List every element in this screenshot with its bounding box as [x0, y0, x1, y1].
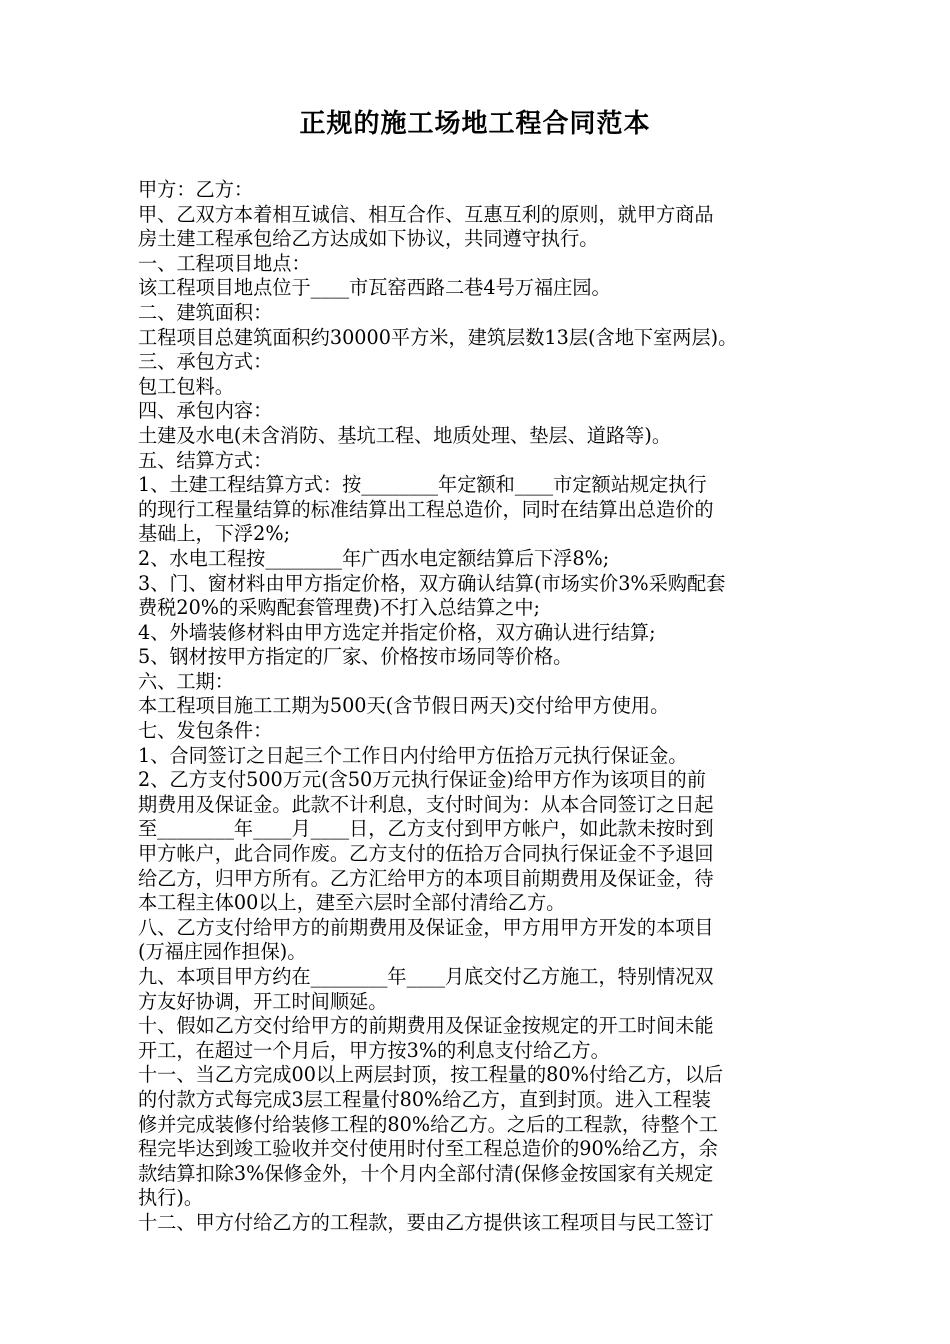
text-line: 5、钢材按甲方指定的厂家、价格按市场同等价格。 — [138, 645, 573, 669]
text-line: 基础上，下浮2%; — [138, 522, 291, 546]
text-line: 至________年____月____日，乙方支付到甲方帐户，如此款未按时到 — [138, 817, 714, 841]
text-line: 4、外墙装修材料由甲方选定并指定价格，双方确认进行结算; — [138, 620, 656, 644]
section-heading: 六、工期： — [138, 669, 234, 693]
section-heading: 七、发包条件： — [138, 719, 273, 743]
text-line: 3、门、窗材料由甲方指定价格，双方确认结算(市场实价3%采购配套 — [138, 571, 726, 595]
text-line: 款结算扣除3%保修金外，十个月内全部付清(保修金按国家有关规定 — [138, 1161, 714, 1185]
text-line: 的现行工程量结算的标准结算出工程总造价，同时在结算出总造价的 — [138, 497, 714, 521]
section-heading: 四、承包内容： — [138, 399, 273, 423]
text-line: 十一、当乙方完成00以上两层封顶，按工程量的80%付给乙方，以后 — [138, 1063, 724, 1087]
text-line: 本工程项目施工工期为500天(含节假日两天)交付给甲方使用。 — [138, 694, 670, 718]
text-line: (万福庄园作担保)。 — [138, 940, 307, 964]
section-heading: 一、工程项目地点： — [138, 251, 311, 275]
text-line: 期费用及保证金。此款不计利息，支付时间为：从本合同签订之日起 — [138, 792, 714, 816]
text-line: 包工包料。 — [138, 374, 234, 398]
document-title: 正规的施工场地工程合同范本 — [299, 109, 651, 139]
text-line: 修并完成装修付给装修工程的80%给乙方。之后的工程款，待整个工 — [138, 1112, 718, 1136]
text-line: 本工程主体00以上，建至六层时全部付清给乙方。 — [138, 891, 566, 915]
text-line: 2、水电工程按________年广西水电定额结算后下浮8%; — [138, 546, 610, 570]
text-line: 甲、乙双方本着相互诚信、相互合作、互惠互利的原则，就甲方商品 — [138, 202, 714, 226]
text-line: 程完毕达到竣工验收并交付使用时付至工程总造价的90%给乙方，余 — [138, 1137, 718, 1161]
section-heading: 二、建筑面积： — [138, 300, 273, 324]
text-line: 方友好协调，开工时间顺延。 — [138, 989, 388, 1013]
text-line: 甲方：乙方： — [138, 178, 254, 201]
text-line: 给乙方，归甲方所有。乙方汇给甲方的本项目前期费用及保证金，待 — [138, 866, 714, 890]
text-line: 工程项目总建筑面积约30000平方米，建筑层数13层(含地下室两层)。 — [138, 325, 738, 349]
text-line: 十、假如乙方交付给甲方的前期费用及保证金按规定的开工时间未能 — [138, 1014, 714, 1038]
text-line: 甲方帐户，此合同作废。乙方支付的伍拾万合同执行保证金不予退回 — [138, 842, 714, 866]
text-line: 该工程项目地点位于____市瓦窑西路二巷4号万福庄园。 — [138, 276, 611, 300]
text-line: 费税20%的采购配套管理费)不打入总结算之中; — [138, 596, 540, 620]
text-line: 开工，在超过一个月后，甲方按3%的利息支付给乙方。 — [138, 1038, 610, 1062]
text-line: 1、土建工程结算方式：按________年定额和____市定额站规定执行 — [138, 473, 707, 497]
text-line: 的付款方式每完成3层工程量付80%给乙方，直到封顶。进入工程装 — [138, 1087, 711, 1111]
text-line: 房土建工程承包给乙方达成如下协议，共同遵守执行。 — [138, 227, 599, 251]
text-line: 八、乙方支付给甲方的前期费用及保证金，甲方用甲方开发的本项目 — [138, 915, 714, 939]
document-body — [138, 178, 828, 1236]
text-line: 土建及水电(未含消防、基坑工程、地质处理、垫层、道路等)。 — [138, 423, 672, 447]
text-line: 1、合同签订之日起三个工作日内付给甲方伍拾万元执行保证金。 — [138, 743, 688, 767]
section-heading: 五、结算方式： — [138, 448, 273, 472]
text-line: 十二、甲方付给乙方的工程款，要由乙方提供该工程项目与民工签订 — [138, 1210, 714, 1234]
text-line: 九、本项目甲方约在________年____月底交付乙方施工，特别情况双 — [138, 965, 714, 988]
section-heading: 三、承包方式： — [138, 350, 273, 374]
text-line: 执行)。 — [138, 1186, 204, 1210]
text-line: 2、乙方支付500万元(含50万元执行保证金)给甲方作为该项目的前 — [138, 768, 706, 792]
